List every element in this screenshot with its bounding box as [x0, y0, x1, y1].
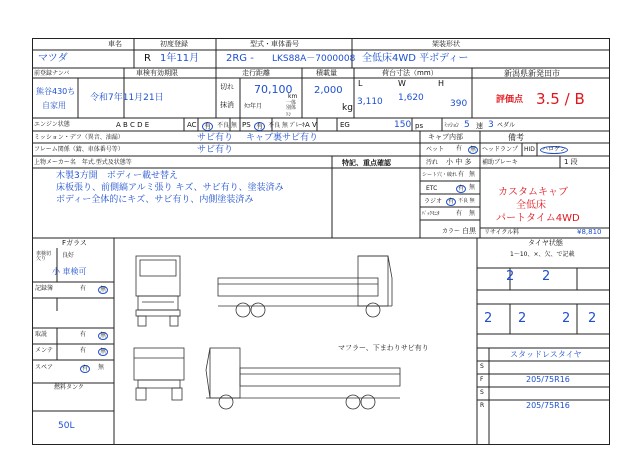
bed-none: 無: [470, 146, 477, 153]
tire-subheader: 1～10、×、欠、で記載: [510, 251, 575, 258]
year-value: 1年11月: [160, 53, 200, 64]
ps-options: 不良 無: [268, 122, 288, 129]
remark-line-1: カスタムキャブ: [498, 187, 568, 198]
score-label: 評価点: [496, 95, 524, 105]
bed-dims-label: 荷台寸法（mm）: [382, 69, 438, 77]
dim-H-label: H: [438, 79, 445, 88]
speed-unit: 速: [476, 122, 483, 130]
ac-value: [202, 122, 213, 131]
mission-diff-label: ミッション・デフ（異音、油漏）: [34, 134, 124, 141]
maint-label: メンテ: [35, 347, 54, 354]
etc-options: 無: [469, 184, 476, 191]
ps-value: [254, 122, 265, 131]
record-none: 無: [100, 286, 107, 293]
radio-selected: [446, 198, 456, 206]
halogen-label: [540, 146, 568, 154]
tire-value-2: 2: [542, 269, 551, 284]
tire-header: タイヤ状態: [528, 239, 563, 247]
inspection-value: 令和7年11月21日: [90, 93, 164, 103]
pedal-value: 3: [488, 120, 494, 130]
radio-label: ラジオ: [424, 198, 443, 205]
manual-options: [98, 332, 108, 340]
model-prefix: 2RG -: [226, 53, 254, 64]
pedal-unit: ペダル: [497, 122, 516, 129]
manual-value: 有: [80, 331, 87, 338]
maker-label: 車名: [108, 40, 122, 48]
manual-label: 取説: [35, 331, 48, 338]
tire-S2-label: S: [480, 389, 484, 396]
truck-left-side-view: [218, 256, 392, 317]
mission-label: ﾐｯｼｮﾝ: [444, 122, 460, 129]
ac-label: AC: [187, 121, 197, 129]
mileage-deregistered: 抹消: [220, 101, 234, 109]
spare-label: スペア: [35, 364, 54, 371]
fglass-label: Fガラス: [62, 239, 87, 247]
load-value: 2,000: [314, 85, 343, 96]
tire-S-label: S: [480, 363, 484, 370]
brake-label: ﾌﾞﾚｰｷ: [290, 122, 306, 129]
aux-brake-label: 補助ブレーキ: [482, 159, 518, 166]
location: 新潟県新発田市: [504, 69, 560, 78]
load-unit: kg: [342, 103, 353, 113]
radio-circled: 有: [448, 198, 455, 205]
dim-W-value: 1,620: [398, 93, 424, 103]
spare-value: [80, 365, 90, 373]
truck-front-view: [136, 256, 180, 326]
record-value: 有: [80, 285, 87, 292]
fglass-item-1: 車検切 欠り: [36, 251, 52, 262]
body-shape-label: 架装形状: [432, 40, 460, 48]
etc-label: ETC: [426, 185, 438, 192]
aux-brake-value: 1 段: [564, 158, 578, 166]
bed-label: ベット: [426, 146, 445, 153]
recycle-label: リサイクル料: [484, 229, 520, 236]
front-tire-size: 205/75R16: [526, 375, 570, 384]
model-chassis-label: 型式・車体番号: [250, 40, 299, 48]
manual-none: 無: [100, 332, 107, 339]
point-line-2: 床板張り、前側縞アルミ張り キズ、サビ有り、塗装済み: [56, 183, 284, 193]
prev-plate-label: 前登録ナンバ: [34, 70, 70, 77]
bed-options: [468, 146, 478, 154]
color-label: カラー: [442, 228, 461, 235]
score-value: 3.5 / B: [536, 90, 585, 108]
chassis-value: LKS88A－7000008: [272, 54, 356, 64]
mission-diff-value: サビ有り: [197, 133, 234, 143]
dim-W-label: W: [398, 79, 406, 88]
remark-line-2: 全低床: [516, 200, 546, 211]
etc-selected: [456, 185, 466, 193]
remarks-label: 備考: [508, 133, 524, 142]
truck-diagrams: [128, 248, 468, 438]
body-shape-value: 全低床4WD 平ボディー: [362, 53, 469, 64]
mileage-label: 走行距離: [242, 69, 270, 77]
engine-options: A B C D E: [116, 121, 150, 129]
plate-value: 熊谷430ち: [36, 87, 76, 96]
seat-options: 無: [469, 171, 476, 178]
studless-label: スタッドレスタイヤ: [510, 350, 582, 359]
spare-circled: 有: [82, 365, 89, 372]
tire-value-4: 2: [518, 311, 527, 326]
maint-options: [98, 348, 108, 356]
rear-tire-size: 205/75R16: [526, 401, 570, 410]
dirt-options: 小 中 多: [446, 158, 472, 166]
tire-R-label: R: [480, 402, 485, 409]
ac-selected: 有: [204, 122, 211, 130]
ac-options: 不良 無: [217, 122, 237, 129]
fuel-value: 50L: [58, 421, 75, 431]
point-line-1: 木製3方開 ボディー載せ替え: [56, 171, 179, 181]
tire-value-6: 2: [588, 311, 597, 326]
maint-none: 無: [100, 348, 107, 355]
truck-rear-view: [134, 348, 184, 400]
special-points-label: 特記、重点確認: [342, 159, 391, 167]
upper-body-label: 上物メーカー名 年式.型式及状態等: [34, 159, 132, 166]
seat-label: シート穴・破れ: [422, 172, 458, 178]
ps-selected: 有: [256, 122, 263, 130]
tire-value-1: 2: [506, 269, 515, 284]
mileage-value: 70,100: [254, 83, 293, 96]
mileage-unit: km: [288, 93, 298, 100]
tire-value-3: 2: [484, 311, 493, 326]
etc-circled: 有: [458, 185, 465, 192]
mission-value: 5: [464, 120, 470, 130]
dirt-label: 汚れ: [426, 159, 439, 166]
brake-options: A V: [305, 121, 317, 129]
cab-back-value: キャブ裏サビ有り: [246, 133, 319, 143]
bed-selected: 有: [456, 145, 463, 152]
first-registration-label: 初度登録: [160, 40, 188, 48]
mileage-expired: 切れ: [220, 83, 234, 91]
seat-selected: 有: [458, 171, 465, 178]
record-options: [98, 286, 108, 294]
load-label: 積載量: [316, 69, 337, 77]
plate-use: 自家用: [42, 101, 66, 110]
frame-label: フレーム関係（錆、車体番号等）: [34, 146, 124, 153]
fglass-item-2: 良好: [62, 252, 75, 259]
fuel-label: 燃料タンク: [54, 384, 84, 391]
dim-L-label: L: [358, 79, 363, 88]
muffler-note: マフラー、下まわりサビ有り: [338, 344, 429, 352]
color-value: 白黒: [462, 227, 476, 235]
radio-options: 不良 無: [458, 198, 475, 204]
backcam-label: ﾊﾞｯｸﾓﾆﾀ: [422, 211, 440, 217]
ton-unit: ﾄﾝ: [286, 112, 292, 118]
maint-value: 有: [80, 347, 87, 354]
headlamp-label: ヘッドランプ: [482, 146, 519, 153]
era-value: R: [144, 53, 151, 64]
tire-F-label: F: [480, 376, 484, 383]
dim-H-value: 390: [450, 99, 468, 109]
truck-right-side-view: [206, 348, 400, 409]
backcam-selected: 有: [456, 210, 463, 217]
tacho-label: ﾀｺ年月: [244, 103, 263, 110]
hid-label: HID: [524, 146, 535, 153]
eg-value: 150: [394, 120, 412, 130]
dim-L-value: 3,110: [357, 97, 383, 107]
auction-sheet: [32, 38, 610, 445]
record-label: 記録簿: [35, 285, 54, 292]
recycle-value: ¥8,810: [577, 228, 602, 236]
eg-label: EG: [340, 121, 350, 129]
tire-value-5: 2: [562, 311, 571, 326]
maker-value: マツダ: [38, 53, 68, 64]
cab-inside-label: キャブ内部: [428, 133, 463, 141]
backcam-options: 無: [469, 210, 476, 217]
point-line-3: ボディー全体的にキズ、サビ有り、内側塗装済み: [56, 195, 254, 205]
inspection-label: 車検有効期限: [136, 69, 178, 77]
ps-label: PS: [242, 121, 251, 129]
frame-value: サビ有り: [197, 145, 234, 155]
remark-line-3: パートタイム4WD: [496, 213, 580, 224]
spare-options: 無: [98, 364, 105, 371]
halogen-selected: ハロゲン: [542, 146, 566, 153]
fglass-value: 小 車検可: [52, 267, 87, 276]
tacho-type: 一体 別体: [286, 100, 297, 111]
engine-label: エンジン状態: [34, 121, 70, 128]
ps-unit: ps: [415, 122, 424, 130]
